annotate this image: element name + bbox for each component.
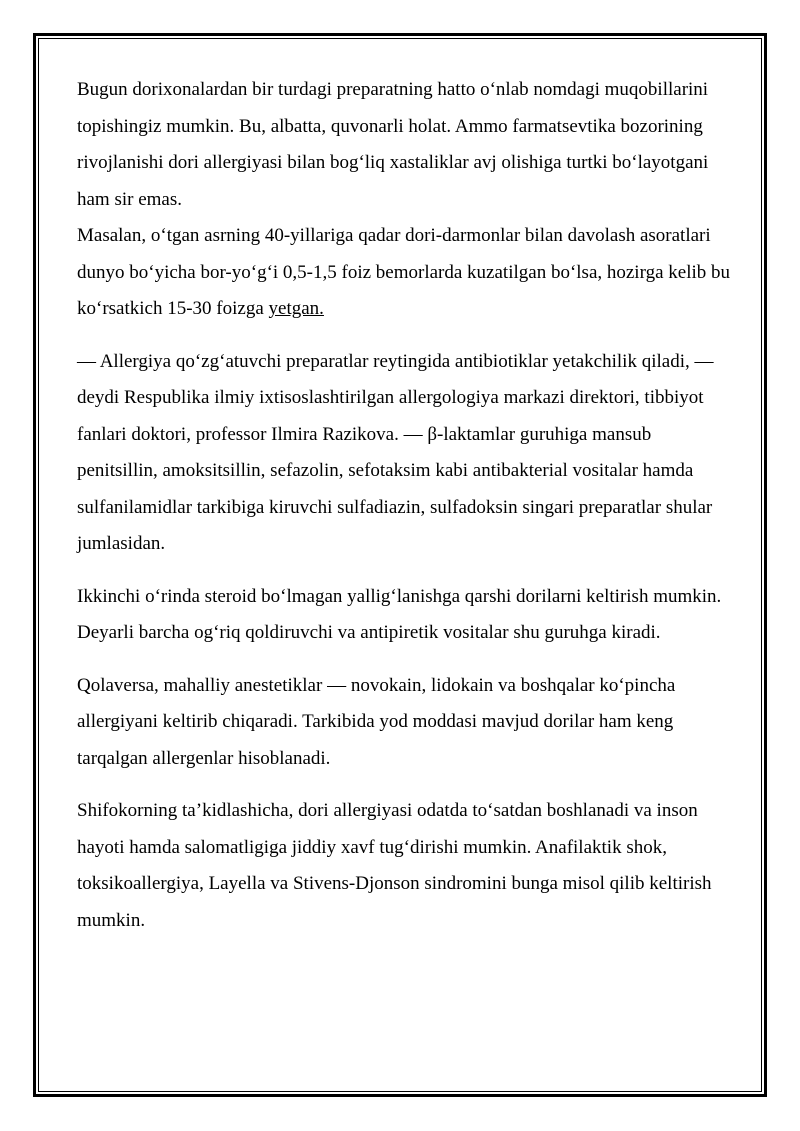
paragraph-statistics: [77, 218, 733, 328]
paragraph-antibiotics-quote: — Allergiya qo‘zg‘atuvchi preparatlar reytingida antibiotiklar yetakchilik qiladi, — deydi Respublika ilmiy ixtisoslashtirilgan allergologiya markazi direktori, tibbiyot fanlari doktori, professor Ilmira Razikova. — β-laktamlar guruhiga mansub penitsillin, amoksitsillin, sefazolin, sefotaksim kabi antibakterial vositalar hamda sulfanilamidlar tarkibiga kiruvchi sulfadiazin, sulfadoksin singari preparatlar shular jumlasidan.: [77, 350, 714, 554]
paragraph-intro: Bugun dorixonalardan bir turdagi preparatning hatto o‘nlab nomdagi muqobillarini topishingiz mumkin. Bu, albatta, quvonarli holat. Ammo farmatsevtika bozorining rivojlanishi dori allergiyasi bilan bog‘liq xastaliklar avj olishiga turtki bo‘layotgani ham sir emas.: [77, 79, 709, 210]
paragraph-nsaids: Ikkinchi o‘rinda steroid bo‘lmagan yallig‘lanishga qarshi dorilarni keltirish mumkin. Deyarli barcha og‘riq qoldiruvchi va antipiretik vositalar shu guruhga kiradi.: [77, 585, 722, 643]
statistics-text: Masalan, o‘tgan asrning 40-yillariga qadar dori-darmonlar bilan davolash asoratlari dunyo bo‘yicha bor-yo‘g‘i 0,5-1,5 foiz bemorlarda kuzatilgan bo‘lsa, hozirga kelib bu ko‘rsatkich 15-30 foizga: [77, 225, 730, 319]
yetgan-link[interactable]: yetgan.: [268, 298, 324, 319]
paragraph-anesthetics: Qolaversa, mahalliy anestetiklar — novokain, lidokain va boshqalar ko‘pincha allergiyani keltirib chiqaradi. Tarkibida yod moddasi mavjud dorilar ham keng tarqalgan allergenlar hisoblanadi.: [77, 674, 676, 769]
paragraph-risks: Shifokorning ta’kidlashicha, dori allergiyasi odatda to‘satdan boshlanadi va inson hayoti hamda salomatligiga jiddiy xavf tug‘dirishi mumkin. Anafilaktik shok, toksikoallergiya, Layella va Stivens-Djonson sindromini bunga misol qilib keltirish mumkin.: [77, 800, 712, 931]
document-body: [77, 72, 733, 955]
